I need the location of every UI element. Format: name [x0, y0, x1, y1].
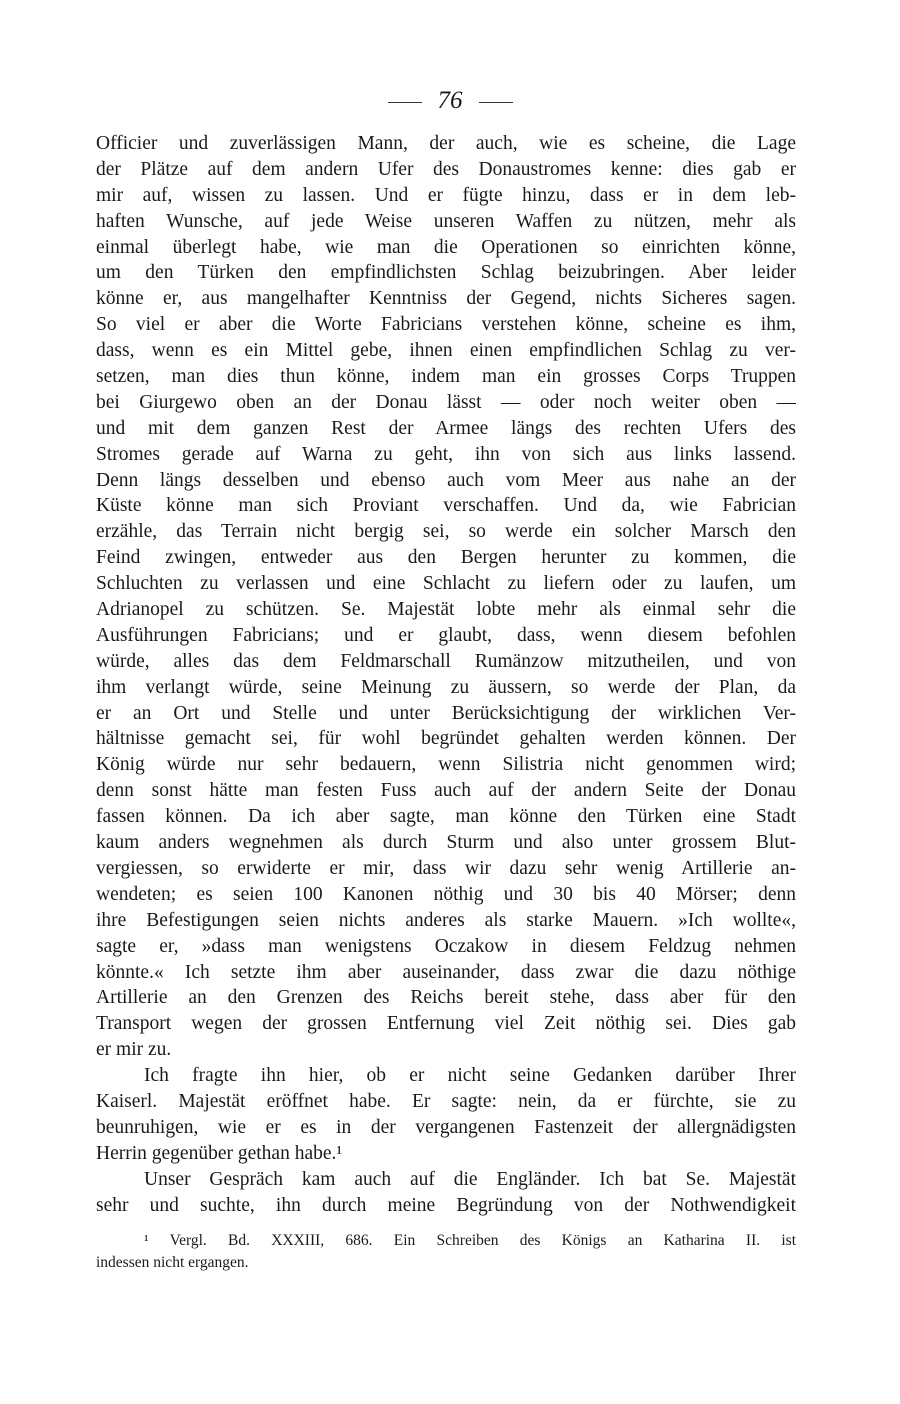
text-line: er an Ort und Stelle und unter Berücksichtigung der wirklichen Ver- [96, 702, 796, 724]
text-line: Kaiserl. Majestät eröffnet habe. Er sagte: nein, da er fürchte, sie zu [96, 1090, 796, 1112]
text-line: könnte.« Ich setzte ihm aber auseinander, dass zwar die dazu nöthige [96, 961, 796, 983]
text-line: Herrin gegenüber gethan habe.¹ [96, 1142, 343, 1164]
text-line: So viel er aber die Worte Fabricians verstehen könne, scheine es ihm, [96, 314, 796, 336]
text-line: Ausführungen Fabricians; und er glaubt, dass, wenn diesem befohlen [96, 624, 796, 646]
text-line: einmal überlegt habe, wie man die Operationen so einrichten könne, [96, 236, 796, 258]
text-line: und mit dem ganzen Rest der Armee längs des rechten Ufers des [96, 417, 796, 439]
text-line: sagte er, »dass man wenigstens Oczakow in diesem Feldzug nehmen [96, 935, 796, 957]
text-line: denn sonst hätte man festen Fuss auch auf der andern Seite der Donau [96, 780, 796, 802]
text-line: Artillerie an den Grenzen des Reichs bereit stehe, dass aber für den [96, 987, 796, 1009]
text-line: mir auf, wissen zu lassen. Und er fügte hinzu, dass er in dem leb- [96, 184, 796, 206]
text-line: Schluchten zu verlassen und eine Schlacht zu liefern oder zu laufen, um [96, 573, 796, 595]
text-line: Officier und zuverlässigen Mann, der auch, wie es scheine, die Lage [96, 133, 796, 154]
footnote [96, 1230, 796, 1274]
text-line: wendeten; es seien 100 Kanonen nöthig und 30 bis 40 Mörser; denn [96, 883, 796, 905]
text-line: vergiessen, so erwiderte er mir, dass wir dazu sehr wenig Artillerie an- [96, 857, 796, 879]
text-line: dass, wenn es ein Mittel gebe, ihnen einen empfindlichen Schlag zu ver- [96, 340, 796, 362]
text-line: sehr und suchte, ihn durch meine Begründung von der Nothwendigkeit [96, 1194, 796, 1216]
text-line: Feind zwingen, entweder aus den Bergen herunter zu kommen, die [96, 547, 796, 569]
text-line: um den Türken den empfindlichsten Schlag beizubringen. Aber leider [96, 262, 796, 284]
text-line: Denn längs desselben und ebenso auch vom Meer aus nahe an der [96, 469, 796, 491]
text-line: beunruhigen, wie er es in der vergangenen Fastenzeit der allergnädigsten [96, 1116, 796, 1138]
text-line: fassen können. Da ich aber sagte, man könne den Türken eine Stadt [96, 806, 796, 828]
text-line: ihm verlangt würde, seine Meinung zu äussern, so werde der Plan, da [96, 676, 796, 698]
text-line: König würde nur sehr bedauern, wenn Silistria nicht genommen wird; [96, 754, 796, 776]
footnote-line: ¹ Vergl. Bd. XXXIII, 686. Ein Schreiben des Königs an Katharina II. ist [144, 1232, 796, 1249]
text-line: setzen, man dies thun könne, indem man ein grosses Corps Truppen [96, 366, 796, 388]
text-line: Ich fragte ihn hier, ob er nicht seine Gedanken darüber Ihrer [144, 1065, 796, 1087]
header-dash-right [479, 102, 513, 103]
text-line: der Plätze auf dem andern Ufer des Donaustromes kenne: dies gab er [96, 158, 796, 180]
footnote-line: indessen nicht ergangen. [96, 1254, 249, 1271]
text-line: Adrianopel zu schützen. Se. Majestät lobte mehr als einmal sehr die [96, 599, 796, 621]
body-text [96, 131, 796, 1218]
text-line: erzähle, das Terrain nicht bergig sei, so werde ein solcher Marsch den [96, 521, 796, 543]
page-number: 76 [437, 87, 463, 114]
header-dash-left [388, 102, 422, 103]
text-line: könne er, aus mangelhafter Kenntniss der Gegend, nichts Sicheres sagen. [96, 288, 796, 310]
text-line: hältnisse gemacht sei, für wohl begründet gehalten werden können. Der [96, 728, 796, 750]
text-line: Transport wegen der grossen Entfernung viel Zeit nöthig sei. Dies gab [96, 1013, 796, 1035]
text-line: bei Giurgewo oben an der Donau lässt — oder noch weiter oben — [96, 391, 796, 413]
page-number-header [0, 86, 900, 116]
text-line: Küste könne man sich Proviant verschaffen. Und da, wie Fabrician [96, 495, 796, 517]
text-line: Unser Gespräch kam auch auf die Engländer. Ich bat Se. Majestät [144, 1168, 796, 1190]
text-line: würde, alles das dem Feldmarschall Rumänzow mitzutheilen, und von [96, 650, 796, 672]
text-line: Stromes gerade auf Warna zu geht, ihn von sich aus links lassend. [96, 443, 796, 465]
text-line: kaum anders wegnehmen als durch Sturm und also unter grossem Blut- [96, 832, 796, 854]
text-line: haften Wunsche, auf jede Weise unseren Waffen zu nützen, mehr als [96, 210, 796, 232]
text-line: ihre Befestigungen seien nichts anderes als starke Mauern. »Ich wollte«, [96, 909, 796, 931]
text-line: er mir zu. [96, 1039, 172, 1061]
